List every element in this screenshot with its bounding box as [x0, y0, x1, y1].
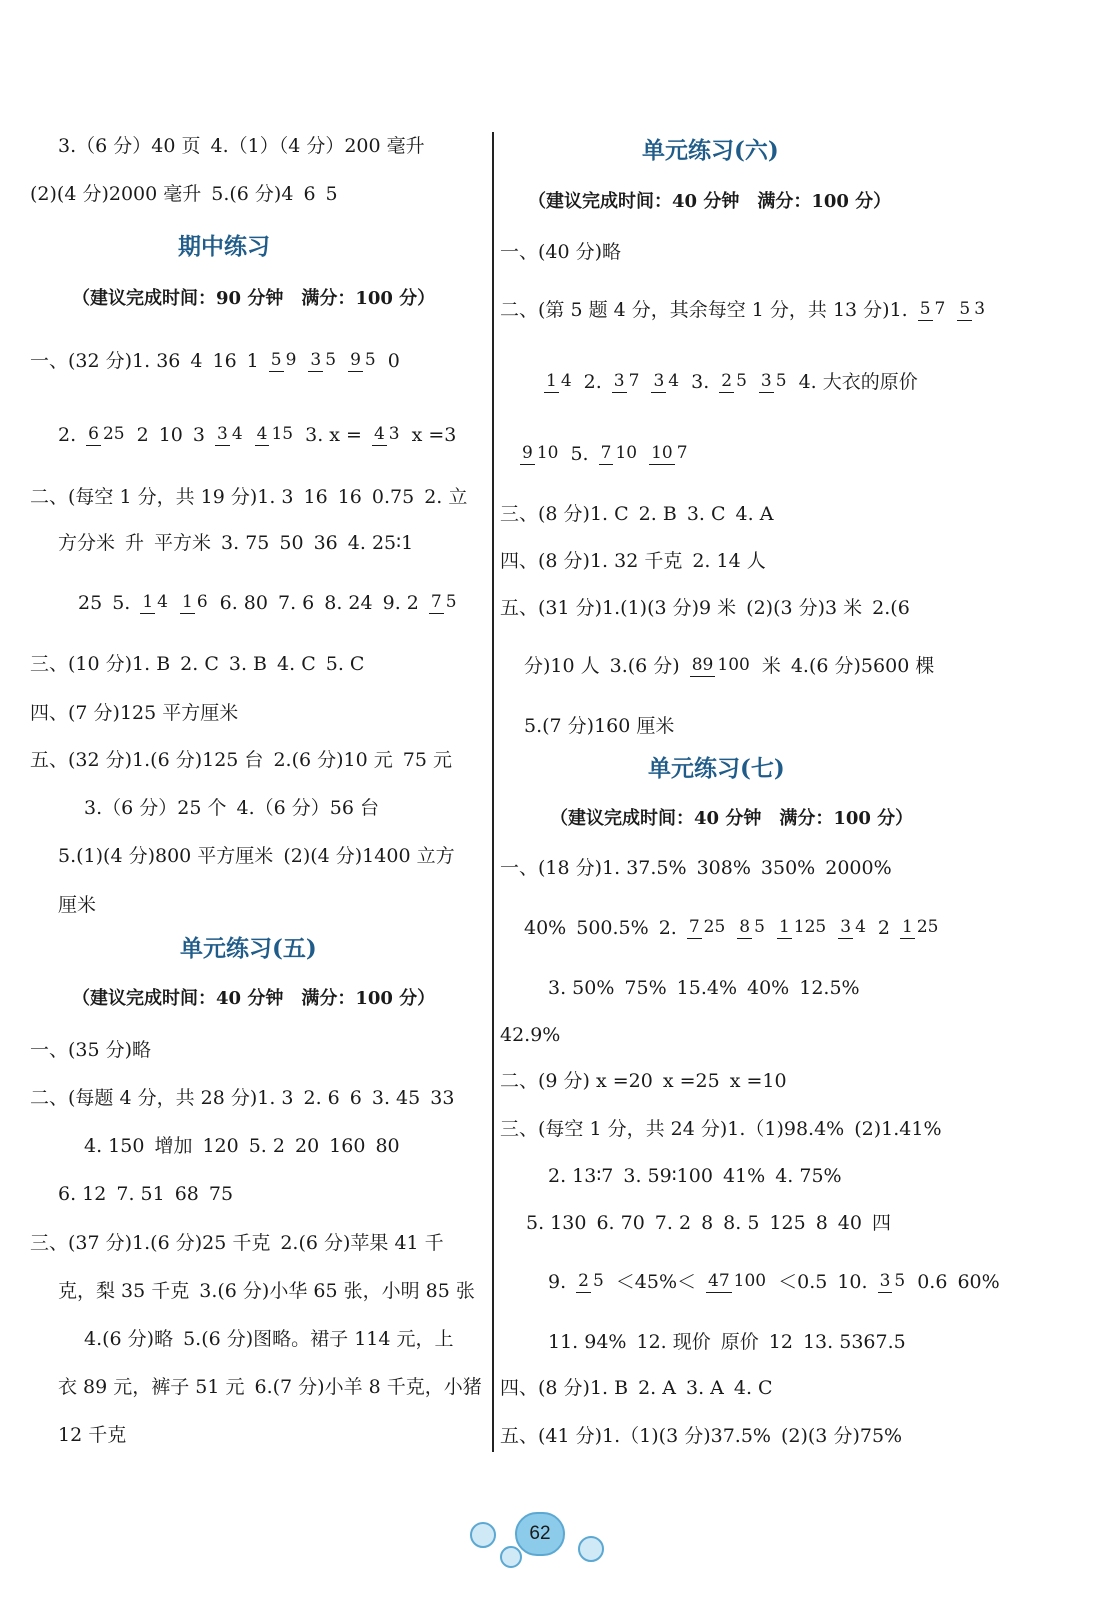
answer-text: 平方米	[154, 531, 212, 554]
answer-line	[78, 593, 459, 613]
fraction-numerator: 5	[270, 350, 282, 371]
fraction-numerator: 3	[760, 371, 772, 392]
answer-text: 4	[190, 349, 203, 372]
answer-text: 2. 立	[424, 485, 468, 508]
fraction	[719, 373, 749, 391]
answer-text: 10	[158, 423, 183, 446]
answer-text: 0.75	[371, 485, 415, 508]
answer-text: 16	[337, 485, 362, 508]
answer-text: 三、(8 分)1. C	[500, 502, 629, 525]
answer-text: 7. 51	[116, 1182, 165, 1205]
answer-text: 8. 5	[723, 1211, 760, 1234]
answer-line	[30, 184, 338, 204]
fraction	[599, 445, 639, 463]
answer-text: 2. 13∶7	[548, 1164, 614, 1187]
left-column	[0, 0, 488, 1600]
answer-text: 16	[212, 349, 237, 372]
fraction-numerator: 3	[879, 1271, 891, 1292]
fraction-denominator: 3	[974, 299, 986, 320]
answer-line	[544, 372, 918, 392]
fraction-denominator: 5	[364, 350, 376, 371]
answer-text: 1	[246, 349, 259, 372]
answer-line	[84, 798, 379, 818]
fraction-numerator: 8	[739, 917, 751, 938]
fraction	[86, 426, 126, 444]
answer-text: 4. 75%	[775, 1164, 842, 1187]
answer-text: 四、(7 分)125 平方厘米	[30, 701, 239, 724]
answer-line	[500, 504, 773, 524]
answer-line	[58, 533, 413, 553]
fraction	[140, 594, 170, 612]
answer-text: 50	[279, 531, 304, 554]
answer-line	[30, 654, 364, 674]
answer-text: ＜45%＜	[615, 1270, 697, 1293]
fraction	[690, 657, 752, 675]
fraction-denominator: 100	[717, 655, 750, 676]
answer-line	[30, 1088, 454, 1108]
answer-text: 3	[192, 423, 205, 446]
fraction-denominator: 25	[916, 917, 939, 938]
answer-text: 2.(6	[872, 596, 910, 619]
page-number: 62	[515, 1512, 565, 1556]
answer-line	[30, 1040, 151, 1060]
fraction-denominator: 5	[592, 1271, 604, 1292]
answer-text: 3.(6 分)小华 65 张，小明 85 张	[199, 1279, 475, 1302]
fraction	[372, 426, 402, 444]
answer-text: 6	[303, 182, 316, 205]
answer-text: 60%	[957, 1270, 1000, 1293]
fraction-numerator: 6	[88, 424, 99, 445]
answer-text: (2)(3 分)75%	[780, 1424, 903, 1447]
section-title-unit6: 单元练习(六)	[642, 137, 779, 164]
section-title-unit7: 单元练习(七)	[648, 755, 785, 782]
fraction-numerator: 3	[613, 371, 625, 392]
answer-text: 6. 80	[219, 591, 268, 614]
answer-text: 5	[325, 182, 338, 205]
answer-text: 41%	[722, 1164, 766, 1187]
answer-text: 4.（1）（4 分）200 毫升	[210, 134, 425, 157]
answer-text: 13. 5367.5	[802, 1330, 906, 1353]
section-subtitle: （建议完成时间：40 分钟 满分：100 分）	[72, 988, 436, 1009]
answer-text: 5.(7 分)160 厘米	[524, 714, 675, 737]
answer-text: 500.5%	[576, 916, 649, 939]
fraction-denominator: 15	[271, 424, 294, 445]
fraction	[777, 919, 828, 937]
answer-text: 3. 59∶100	[623, 1164, 713, 1187]
answer-line	[58, 136, 425, 156]
fraction-numerator: 2	[578, 1271, 589, 1292]
answer-line	[500, 300, 987, 320]
fraction-numerator: 10	[651, 443, 673, 464]
answer-line	[58, 1377, 482, 1397]
answer-text: 40%	[524, 916, 567, 939]
fraction-numerator: 1	[142, 592, 154, 613]
fraction-numerator: 3	[310, 350, 322, 371]
answer-text: 68	[174, 1182, 199, 1205]
answer-text: 厘米	[58, 893, 97, 916]
answer-text: 2. A	[638, 1376, 676, 1399]
answer-line	[500, 551, 766, 571]
fraction-denominator: 9	[285, 350, 297, 371]
answer-text: 一、(32 分)1. 36	[30, 349, 181, 372]
fraction-numerator: 5	[919, 299, 931, 320]
answer-line	[58, 425, 456, 445]
answer-text: 350%	[760, 856, 816, 879]
answer-text: 4.（6 分）56 台	[236, 796, 379, 819]
answer-text: 40%	[747, 976, 790, 999]
answer-text: (2)(4 分)1400 立方	[283, 844, 455, 867]
answer-line	[500, 1071, 787, 1091]
answer-text: 4. C	[277, 652, 316, 675]
fraction	[255, 426, 295, 444]
answer-text: (2)(4 分)2000 毫升	[30, 182, 202, 205]
answer-text: 120	[202, 1134, 239, 1157]
fraction-numerator: 3	[216, 424, 228, 445]
answer-text: 3.（6 分）40 页	[58, 134, 201, 157]
answer-text: 8. 24	[324, 591, 373, 614]
answer-text: 方分米	[58, 531, 116, 554]
answer-line	[58, 895, 96, 915]
fraction-denominator: 7	[676, 443, 688, 464]
answer-line	[548, 1332, 906, 1352]
fraction	[838, 919, 868, 937]
answer-text: 3. A	[685, 1376, 724, 1399]
fraction	[520, 445, 560, 463]
answer-line	[520, 444, 690, 464]
answer-text: 3. B	[228, 652, 268, 675]
fraction-numerator: 1	[778, 917, 790, 938]
answer-text: 五、(41 分)1.（1)(3 分)37.5%	[500, 1424, 771, 1447]
answer-text: 4. 150	[84, 1134, 145, 1157]
fraction-numerator: 1	[546, 371, 557, 392]
answer-text: 3. 75	[221, 531, 270, 554]
answer-text: 40	[837, 1211, 862, 1234]
right-column	[500, 0, 1098, 1600]
fraction-denominator: 25	[102, 424, 125, 445]
answer-text: 4. C	[733, 1376, 773, 1399]
fraction	[737, 919, 767, 937]
fraction-denominator: 7	[628, 371, 640, 392]
fraction-denominator: 5	[325, 350, 337, 371]
answer-line	[58, 1281, 475, 1301]
fraction-denominator: 5	[775, 371, 787, 392]
answer-text: 80	[375, 1134, 400, 1157]
answer-text: 3. x =	[305, 423, 362, 446]
answer-text: 米	[761, 654, 781, 677]
answer-text: 5.(6 分)4	[211, 182, 294, 205]
fraction-denominator: 4	[855, 917, 866, 938]
answer-text: 5.(1)(4 分)800 平方厘米	[58, 844, 274, 867]
fraction-denominator: 6	[196, 592, 208, 613]
answer-text: 四、(8 分)1. 32 千克	[500, 549, 683, 572]
fraction-numerator: 7	[600, 443, 612, 464]
fraction-numerator: 2	[721, 371, 733, 392]
answer-text: 11. 94%	[548, 1330, 627, 1353]
fraction	[651, 373, 681, 391]
answer-line	[30, 487, 467, 507]
answer-text: 12 千克	[58, 1423, 127, 1446]
decorative-bubble	[470, 1522, 496, 1548]
answer-text: 75	[208, 1182, 234, 1205]
answer-text: 2.(6 分)苹果 41 千	[280, 1231, 444, 1254]
answer-text: 2. C	[180, 652, 219, 675]
answer-text: 4.(6 分)略	[84, 1327, 174, 1350]
fraction-denominator: 5	[894, 1271, 906, 1292]
answer-text: 3.(6 分)	[609, 654, 680, 677]
answer-text: 8	[815, 1211, 828, 1234]
fraction-denominator: 10	[615, 443, 638, 464]
fraction-denominator: 7	[934, 299, 946, 320]
answer-text: 三、(37 分)1.(6 分)25 千克	[30, 1231, 271, 1254]
answer-text: x =10	[729, 1069, 787, 1092]
answer-text: 五、(32 分)1.(6 分)125 台	[30, 748, 264, 771]
answer-line	[500, 598, 910, 618]
answer-text: 9. 2	[382, 591, 419, 614]
fraction	[649, 445, 689, 463]
fraction-denominator: 25	[703, 917, 726, 938]
fraction-numerator: 3	[653, 371, 665, 392]
answer-text: 2. 6	[303, 1086, 340, 1109]
answer-line	[58, 1425, 126, 1445]
answer-line	[30, 703, 238, 723]
answer-text: 5.	[112, 591, 131, 614]
answer-text: 0	[387, 349, 400, 372]
answer-text: 3.	[691, 370, 710, 393]
fraction-denominator: 4	[668, 371, 680, 392]
fraction-numerator: 47	[708, 1271, 730, 1292]
fraction-numerator: 4	[373, 424, 385, 445]
answer-text: 三、(10 分)1. B	[30, 652, 171, 675]
fraction-denominator: 5	[445, 592, 457, 613]
fraction-numerator: 89	[691, 655, 714, 676]
answer-line	[58, 846, 455, 866]
section-subtitle: （建议完成时间：90 分钟 满分：100 分）	[72, 288, 436, 309]
fraction	[759, 373, 789, 391]
answer-text: 一、(35 分)略	[30, 1038, 152, 1061]
fraction-numerator: 1	[181, 592, 193, 613]
answer-text: (2)(3 分)3 米	[746, 596, 863, 619]
fraction	[269, 352, 299, 370]
fraction-denominator: 100	[733, 1271, 767, 1292]
answer-text: ＜0.5	[778, 1270, 828, 1293]
fraction	[918, 301, 948, 319]
answer-text: 36	[313, 531, 338, 554]
answer-text: 12	[768, 1330, 793, 1353]
fraction	[348, 352, 378, 370]
answer-text: 4. 25∶1	[347, 531, 414, 554]
answer-text: 6.(7 分)小羊 8 千克，小猪	[254, 1375, 482, 1398]
answer-line	[524, 918, 940, 938]
fraction	[900, 919, 940, 937]
fraction	[957, 301, 987, 319]
answer-text: 7. 2	[654, 1211, 692, 1234]
answer-text: 四、(8 分)1. B	[500, 1376, 629, 1399]
section-title-unit5: 单元练习(五)	[180, 935, 317, 962]
answer-text: 4. 大衣的原价	[798, 370, 918, 393]
answer-text: 一、(40 分)略	[500, 240, 622, 263]
answer-text: 5. 130	[526, 1211, 587, 1234]
decorative-bubble	[578, 1536, 604, 1562]
answer-text: 6. 70	[596, 1211, 645, 1234]
fraction	[215, 426, 245, 444]
fraction	[687, 919, 727, 937]
answer-text: 8	[701, 1211, 714, 1234]
fraction-numerator: 9	[350, 350, 361, 371]
answer-text: 分)10 人	[524, 654, 600, 677]
fraction-denominator: 5	[736, 371, 747, 392]
answer-text: 一、(18 分)1. 37.5%	[500, 856, 687, 879]
answer-text: 3. C	[686, 502, 726, 525]
answer-text: 125	[769, 1211, 806, 1234]
fraction-denominator: 3	[388, 424, 400, 445]
answer-line	[500, 242, 621, 262]
answer-line	[526, 1213, 891, 1233]
fraction	[308, 352, 338, 370]
answer-line	[548, 1272, 1000, 1292]
answer-text: 6. 12	[58, 1182, 107, 1205]
answer-text: 二、(每题 4 分，共 28 分)1. 3	[30, 1086, 294, 1109]
answer-text: x =25	[662, 1069, 720, 1092]
answer-text: 4.(6 分)5600 棵	[790, 654, 935, 677]
answer-text: 6	[349, 1086, 362, 1109]
fraction-denominator: 4	[231, 424, 243, 445]
section-subtitle: （建议完成时间：40 分钟 满分：100 分）	[528, 191, 892, 212]
answer-line	[500, 1426, 902, 1446]
fraction	[878, 1273, 908, 1291]
fraction-numerator: 7	[688, 917, 700, 938]
answer-text: 12.5%	[799, 976, 860, 999]
answer-text: 3. 45	[371, 1086, 421, 1109]
answer-text: 42.9%	[500, 1023, 561, 1046]
fraction	[180, 594, 210, 612]
answer-text: 5.(6 分)图略。裙子 114 元，上	[183, 1327, 454, 1350]
answer-text: 衣 89 元，裤子 51 元	[58, 1375, 245, 1398]
answer-text: 20	[294, 1134, 320, 1157]
answer-text: 2000%	[825, 856, 892, 879]
fraction	[429, 594, 459, 612]
answer-text: 二、(每空 1 分，共 19 分)1. 3	[30, 485, 294, 508]
answer-line	[84, 1329, 454, 1349]
answer-text: 三、(每空 1 分，共 24 分)1.（1)98.4%	[500, 1117, 845, 1140]
answer-line	[500, 1378, 773, 1398]
answer-text: 2.(6 分)10 元	[273, 748, 393, 771]
answer-line	[500, 858, 892, 878]
answer-line	[548, 978, 860, 998]
answer-text: 升	[125, 531, 145, 554]
answer-text: 7. 6	[278, 591, 315, 614]
answer-text: 160	[329, 1134, 366, 1157]
answer-line	[500, 1119, 942, 1139]
answer-text: 0.6	[917, 1270, 948, 1293]
answer-text: 25	[78, 591, 103, 614]
answer-line	[500, 1025, 560, 1045]
section-subtitle: （建议完成时间：40 分钟 满分：100 分）	[550, 808, 914, 829]
answer-text: 4. A	[735, 502, 774, 525]
answer-text: 10.	[837, 1270, 868, 1293]
answer-text: 原价	[720, 1330, 759, 1353]
answer-line	[30, 750, 452, 770]
answer-line	[548, 1166, 842, 1186]
answer-text: 克，梨 35 千克	[58, 1279, 190, 1302]
answer-text: 75 元	[402, 748, 452, 771]
answer-text: 75%	[624, 976, 667, 999]
fraction-denominator: 125	[793, 917, 827, 938]
fraction-numerator: 7	[430, 592, 442, 613]
answer-text: 16	[303, 485, 328, 508]
answer-text: 2	[136, 423, 149, 446]
answer-line	[84, 1136, 400, 1156]
fraction-denominator: 10	[536, 443, 559, 464]
answer-text: 五、(31 分)1.(1)(3 分)9 米	[500, 596, 737, 619]
answer-text: 2.	[583, 370, 602, 393]
fraction	[612, 373, 642, 391]
fraction-numerator: 4	[256, 424, 268, 445]
answer-line	[58, 1184, 233, 1204]
answer-text: 2	[877, 916, 890, 939]
fraction-numerator: 3	[840, 917, 852, 938]
answer-text: 2.	[58, 423, 77, 446]
answer-line	[524, 656, 934, 676]
answer-line	[30, 1233, 444, 1253]
answer-text: 增加	[154, 1134, 193, 1157]
answer-text: 3. 50%	[548, 976, 615, 999]
answer-text: x =3	[411, 423, 457, 446]
fraction-numerator: 9	[522, 443, 533, 464]
answer-text: (2)1.41%	[854, 1117, 942, 1140]
answer-text: 15.4%	[676, 976, 737, 999]
answer-text: 2.	[658, 916, 677, 939]
fraction	[576, 1273, 606, 1291]
answer-text: 33	[430, 1086, 455, 1109]
fraction-numerator: 5	[959, 299, 971, 320]
fraction	[706, 1273, 768, 1291]
answer-text: 308%	[696, 856, 751, 879]
fraction-denominator: 4	[157, 592, 168, 613]
answer-text: 9.	[548, 1270, 567, 1293]
answer-text: 5. 2	[248, 1134, 285, 1157]
answer-text: 3.（6 分）25 个	[84, 796, 227, 819]
answer-text: 5.	[570, 442, 589, 465]
fraction-numerator: 1	[901, 917, 913, 938]
section-title-midterm: 期中练习	[178, 233, 270, 260]
answer-text: 四	[871, 1211, 891, 1234]
column-divider	[492, 132, 494, 1452]
answer-text: 二、(9 分) x =20	[500, 1069, 653, 1092]
fraction-denominator: 5	[754, 917, 765, 938]
answer-text: 2. 14 人	[692, 549, 766, 572]
answer-text: 二、(第 5 题 4 分，其余每空 1 分，共 13 分)1.	[500, 298, 908, 321]
answer-line	[524, 716, 674, 736]
fraction-denominator: 4	[560, 371, 572, 392]
answer-text: 2. B	[638, 502, 677, 525]
answer-text: 12. 现价	[636, 1330, 711, 1353]
fraction	[544, 373, 574, 391]
answer-text: 5. C	[325, 652, 365, 675]
decorative-bubble	[500, 1546, 522, 1568]
answer-line	[30, 351, 400, 371]
